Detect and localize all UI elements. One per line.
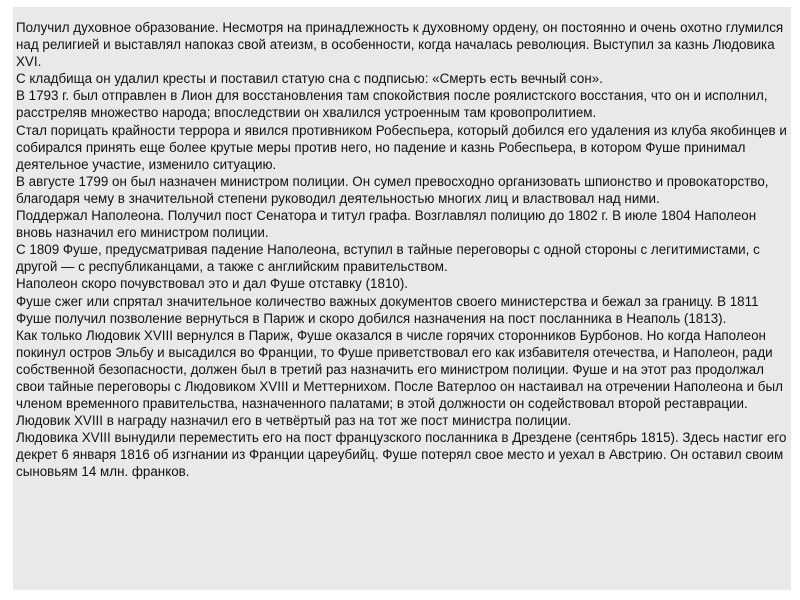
paragraph-negotiations-1809: С 1809 Фуше, предусматривая падение Наполеона, вступил в тайные переговоры с одной стороны с легитимистами, с другой — с республиканцами, а также с английским правительством. [16,242,760,275]
paragraph-fourth-term: Людовик XVIII в награду назначил его в четвёртый раз на тот же пост министра полиции. [16,413,572,429]
paragraph-senator: Поддержал Наполеона. Получил пост Сенатора и титул графа. Возглавлял полицию до 1802 г. В июле 1804 Наполеон вновь назначил его министром полиции. [16,208,757,241]
paragraph-education: Получил духовное образование. Несмотря на принадлежность к духовному ордену, он постоянно и очень охотно глумился над религией и выставлял напоказ свой атеизм, в особенности, когда началась революция. Выступил за казнь Людовика XVI. [16,20,784,70]
paragraph-robespierre: Стал порицать крайности террора и явился противником Робеспьера, который добился его удаления из клуба якобинцев и собирался принять еще более крутые меры против него, но падение и казнь Робеспьера, в котором Фуше принимал деятельное участие, изменило ситуацию. [16,122,787,172]
paragraph-dresden: Людовика XVIII вынудили переместить его на пост французского посланника в Дрездене (сентябрь 1815). Здесь настиг его декрет 6 января 1816 об изгнании из Франции цареубийц. Фуше потерял свое место и уехал в Австрию. Он оставил своим сыновьям 14 млн. франков. [16,430,787,480]
text-block [13,7,791,590]
paragraph-naples: Фуше сжег или спрятал значительное количество важных документов своего министерства и бежал за границу. В 1811 Фуше получил позволение вернуться в Париж и скоро добился назначения на пост посланника в Неаполь (1813). [16,293,759,326]
paragraph-louis-xviii: Как только Людовик XVIII вернулся в Париж, Фуше оказался в числе горячих сторонников Бурбонов. Но когда Наполеон покинул остров Эльбу и высадился во Франции, то Фуше приветствовал его как избавителя отечества, и Наполеон, ради собственной безопасности, должен был в третий раз назначить его министром полиции. Фуше и на этот раз продолжал свои тайные переговоры с Людовиком XVIII и Меттернихом. После Ватерлоо он настаивал на отречении Наполеона и был членом временного правительства, назначенного палатами; в этой должности он содействовал второй реставрации. [16,327,783,412]
paragraph-minister-1799: В августе 1799 он был назначен министром полиции. Он сумел превосходно организовать шпионство и провокаторство, благодаря чему в значительной степени руководил деятельностью многих лиц и властвовал над ними. [16,173,769,206]
paragraph-dismissal-1810: Наполеон скоро почувствовал это и дал Фуше отставку (1810). [16,276,409,292]
paragraph-cemetery: С кладбища он удалил кресты и поставил статую сна с подписью: «Смерть есть вечный сон». [16,71,603,87]
paragraph-lyon: В 1793 г. был отправлен в Лион для восстановления там спокойствия после роялистского восстания, что он и исполнил, расстреляв множество народа; впоследствии он хвалился устроенным там кровопролитием. [16,88,768,121]
